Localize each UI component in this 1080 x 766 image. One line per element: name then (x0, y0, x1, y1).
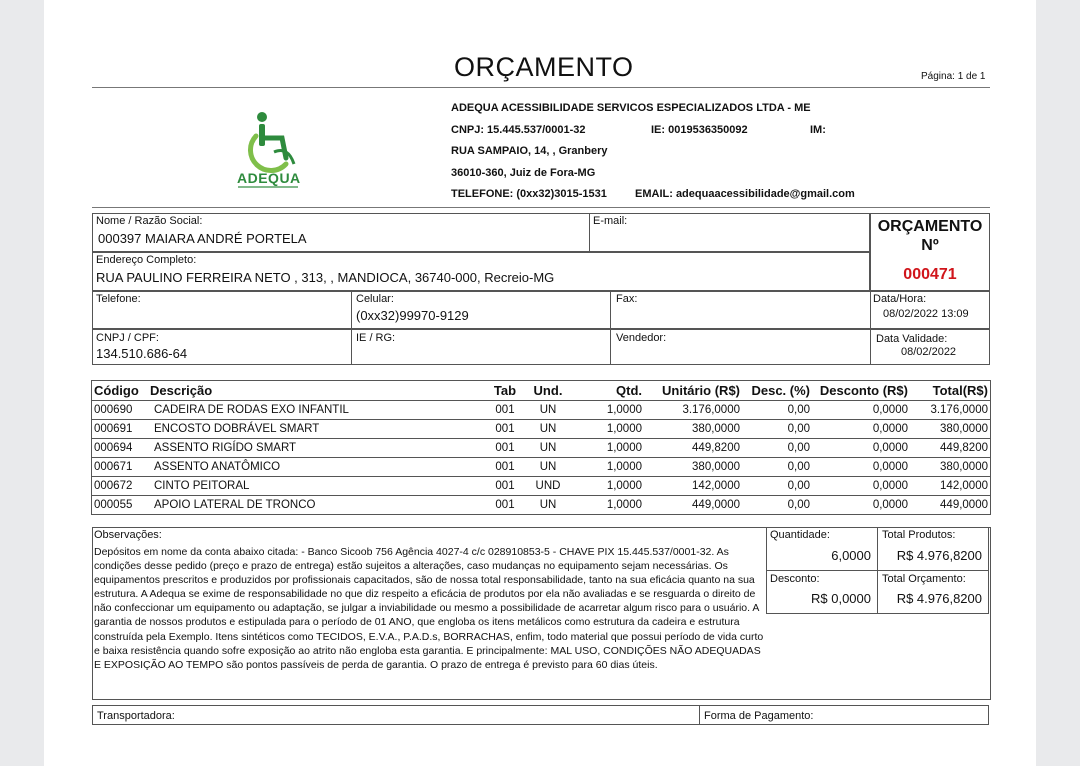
table-row (92, 496, 990, 515)
client-mobile: (0xx32)99970-9129 (356, 308, 469, 323)
cell-discount-pct: 0,00 (742, 401, 812, 420)
table-row (92, 477, 990, 496)
client-name: 000397 MAIARA ANDRÉ PORTELA (98, 231, 307, 246)
cell-total: 449,0000 (910, 496, 990, 515)
cell-unit-price: 380,0000 (644, 458, 742, 477)
cell-discount-pct: 0,00 (742, 496, 812, 515)
col-unit: Und. (524, 380, 572, 401)
client-phone-label: Telefone: (96, 293, 141, 305)
cell-description: ASSENTO ANATÔMICO (148, 458, 486, 477)
client-cnpj-box (92, 329, 352, 365)
cell-description: CADEIRA DE RODAS EXO INFANTIL (148, 401, 486, 420)
cell-unit-price: 142,0000 (644, 477, 742, 496)
col-total: Total(R$) (910, 380, 990, 401)
cell-tab: 001 (486, 401, 524, 420)
col-code: Código (92, 380, 148, 401)
cell-unit-price: 380,0000 (644, 420, 742, 439)
client-email-label: E-mail: (593, 215, 628, 227)
notes-text: Depósitos em nome da conta abaixo citada: - Banco Sicoob 756 Agência 4027-4 c/c 028910853-5 - CHAVE PIX 15.445.537/0001-32. As condições desse pedido (preço e prazo de entrega) estão sujeitos a alterações, caso mudanças no equipamento sejam necessárias. Os equipamentos prescritos e produzidos por profissionais capacitados, são de nossa total responsabilidade, tanto na sua eficácia quanto na sua estrutura. A Adequa se exime de responsabilidade no que diz respeito a eficácia de produtos por ela não avaliadas e se resguarda o direito de não confeccionar um equipamento ou adaptação, se julgar a inviabilidade ou mesmo a possibilidade de acarretar algum risco para o usuário. A garantia de nossos produtos e estipulada para o período de 01 ANO, que engloba os itens metálicos como estrutura da cadeira e estrutura construída pela Exemplo. Itens sintéticos como TECIDOS, E.V.A., P.A.D.s, BORRACHAS, enfim, todo material que possui período de vida curto e baixa resistência quando sofre exposição ao atrito não engloba esta garantia. E principalmente: MAL USO, CONDIÇÕES NÃO ADEQUADAS E EXPOSIÇÃO AO TEMPO são pontos passíveis de perda de garantia. O prazo de entrega é previsto para 60 dias úteis. (94, 546, 764, 671)
seller-label: Vendedor: (616, 332, 667, 344)
cell-tab: 001 (486, 420, 524, 439)
cell-unit-price: 449,8200 (644, 439, 742, 458)
quote-datetime-box (870, 291, 990, 329)
quote-total-label: Total Orçamento: (882, 573, 966, 585)
items-table (92, 380, 990, 515)
cell-unit: UN (524, 401, 572, 420)
col-discount-pct: Desc. (%) (742, 380, 812, 401)
table-row (92, 458, 990, 477)
payment-label: Forma de Pagamento: (704, 710, 814, 722)
seller-box (610, 329, 871, 365)
discount-value: R$ 0,0000 (811, 591, 871, 606)
cell-total: 380,0000 (910, 458, 990, 477)
cell-code: 000691 (92, 420, 148, 439)
col-discount-value: Desconto (R$) (812, 380, 910, 401)
cell-discount-value: 0,0000 (812, 420, 910, 439)
col-description: Descrição (148, 380, 486, 401)
quote-title: ORÇAMENTO (877, 218, 983, 235)
quote-validity-box (870, 329, 990, 365)
cell-description: APOIO LATERAL DE TRONCO (148, 496, 486, 515)
client-address: RUA PAULINO FERREIRA NETO , 313, , MANDIOCA, 36740-000, Recreio-MG (96, 270, 555, 285)
cell-unit-price: 449,0000 (644, 496, 742, 515)
quote-document (44, 0, 1036, 766)
qty-label: Quantidade: (770, 529, 830, 541)
company-divider (92, 207, 990, 208)
company-cnpj: CNPJ: 15.445.537/0001-32 (451, 124, 586, 136)
logo-tagline-line (238, 186, 298, 188)
cell-qty: 1,0000 (572, 496, 644, 515)
document-title: ORÇAMENTO (454, 52, 634, 82)
quote-total-box (877, 570, 989, 614)
quote-number-label: Nº (921, 237, 939, 254)
company-ie: IE: 0019536350092 (651, 124, 748, 136)
cell-unit: UN (524, 458, 572, 477)
cell-unit-price: 3.176,0000 (644, 401, 742, 420)
client-ie-box (351, 329, 611, 365)
cell-discount-pct: 0,00 (742, 439, 812, 458)
cell-unit: UN (524, 439, 572, 458)
cell-code: 000690 (92, 401, 148, 420)
cell-qty: 1,0000 (572, 439, 644, 458)
company-phone: TELEFONE: (0xx32)3015-1531 (451, 188, 607, 200)
quote-total-value: R$ 4.976,8200 (896, 591, 982, 606)
header-divider (92, 87, 990, 88)
cell-code: 000671 (92, 458, 148, 477)
carrier-box (92, 705, 700, 725)
client-address-box (92, 252, 870, 291)
cell-description: CINTO PEITORAL (148, 477, 486, 496)
company-address: RUA SAMPAIO, 14, , Granbery (451, 145, 608, 157)
cell-tab: 001 (486, 477, 524, 496)
cell-discount-pct: 0,00 (742, 477, 812, 496)
cell-discount-value: 0,0000 (812, 439, 910, 458)
table-row (92, 420, 990, 439)
cell-code: 000055 (92, 496, 148, 515)
cell-discount-pct: 0,00 (742, 420, 812, 439)
client-phone-box (92, 291, 352, 329)
quote-number-box (870, 213, 990, 291)
cell-total: 380,0000 (910, 420, 990, 439)
qty-value: 6,0000 (831, 548, 871, 563)
cell-tab: 001 (486, 496, 524, 515)
cell-code: 000694 (92, 439, 148, 458)
items-header-row (92, 380, 990, 401)
client-mobile-box (351, 291, 611, 329)
qty-box (766, 527, 878, 571)
client-email-box (589, 213, 870, 252)
quote-number: 000471 (903, 266, 957, 283)
cell-qty: 1,0000 (572, 420, 644, 439)
company-im: IM: (810, 124, 826, 136)
logo-wordmark: ADEQUA (237, 170, 301, 186)
cell-qty: 1,0000 (572, 458, 644, 477)
discount-box (766, 570, 878, 614)
client-cnpj: 134.510.686-64 (96, 346, 188, 361)
cell-description: ASSENTO RIGÍDO SMART (148, 439, 486, 458)
quote-validity-label: Data Validade: (876, 333, 948, 345)
cell-discount-value: 0,0000 (812, 496, 910, 515)
cell-tab: 001 (486, 439, 524, 458)
table-row (92, 401, 990, 420)
notes-label: Observações: (94, 529, 162, 541)
cell-total: 449,8200 (910, 439, 990, 458)
products-total-box (877, 527, 989, 571)
quote-validity: 08/02/2022 (901, 346, 957, 358)
client-address-label: Endereço Completo: (96, 254, 197, 266)
payment-box (699, 705, 989, 725)
cell-unit: UN (524, 420, 572, 439)
company-name: ADEQUA ACESSIBILIDADE SERVICOS ESPECIALIZADOS LTDA - ME (451, 102, 811, 114)
cell-unit: UN (524, 496, 572, 515)
cell-code: 000672 (92, 477, 148, 496)
client-cnpj-label: CNPJ / CPF: (96, 332, 159, 344)
col-qty: Qtd. (572, 380, 644, 401)
carrier-label: Transportadora: (97, 710, 175, 722)
client-fax-box (610, 291, 871, 329)
page-number: Página: 1 de 1 (921, 71, 986, 82)
quote-datetime: 08/02/2022 13:09 (883, 308, 969, 320)
col-unit-price: Unitário (R$) (644, 380, 742, 401)
col-tab: Tab (486, 380, 524, 401)
quote-datetime-label: Data/Hora: (873, 293, 927, 305)
client-name-label: Nome / Razão Social: (96, 215, 203, 227)
company-email: EMAIL: adequaacessibilidade@gmail.com (635, 188, 855, 200)
products-total-label: Total Produtos: (882, 529, 956, 541)
cell-unit: UND (524, 477, 572, 496)
company-city: 36010-360, Juiz de Fora-MG (451, 167, 596, 179)
table-row (92, 439, 990, 458)
cell-discount-value: 0,0000 (812, 458, 910, 477)
client-name-box (92, 213, 590, 252)
cell-qty: 1,0000 (572, 477, 644, 496)
cell-discount-pct: 0,00 (742, 458, 812, 477)
cell-total: 3.176,0000 (910, 401, 990, 420)
cell-qty: 1,0000 (572, 401, 644, 420)
client-mobile-label: Celular: (356, 293, 394, 305)
client-ie-label: IE / RG: (356, 332, 396, 344)
cell-discount-value: 0,0000 (812, 401, 910, 420)
client-fax-label: Fax: (616, 293, 638, 305)
cell-discount-value: 0,0000 (812, 477, 910, 496)
cell-total: 142,0000 (910, 477, 990, 496)
products-total-value: R$ 4.976,8200 (896, 548, 982, 563)
cell-tab: 001 (486, 458, 524, 477)
cell-description: ENCOSTO DOBRÁVEL SMART (148, 420, 486, 439)
discount-label: Desconto: (770, 573, 820, 585)
